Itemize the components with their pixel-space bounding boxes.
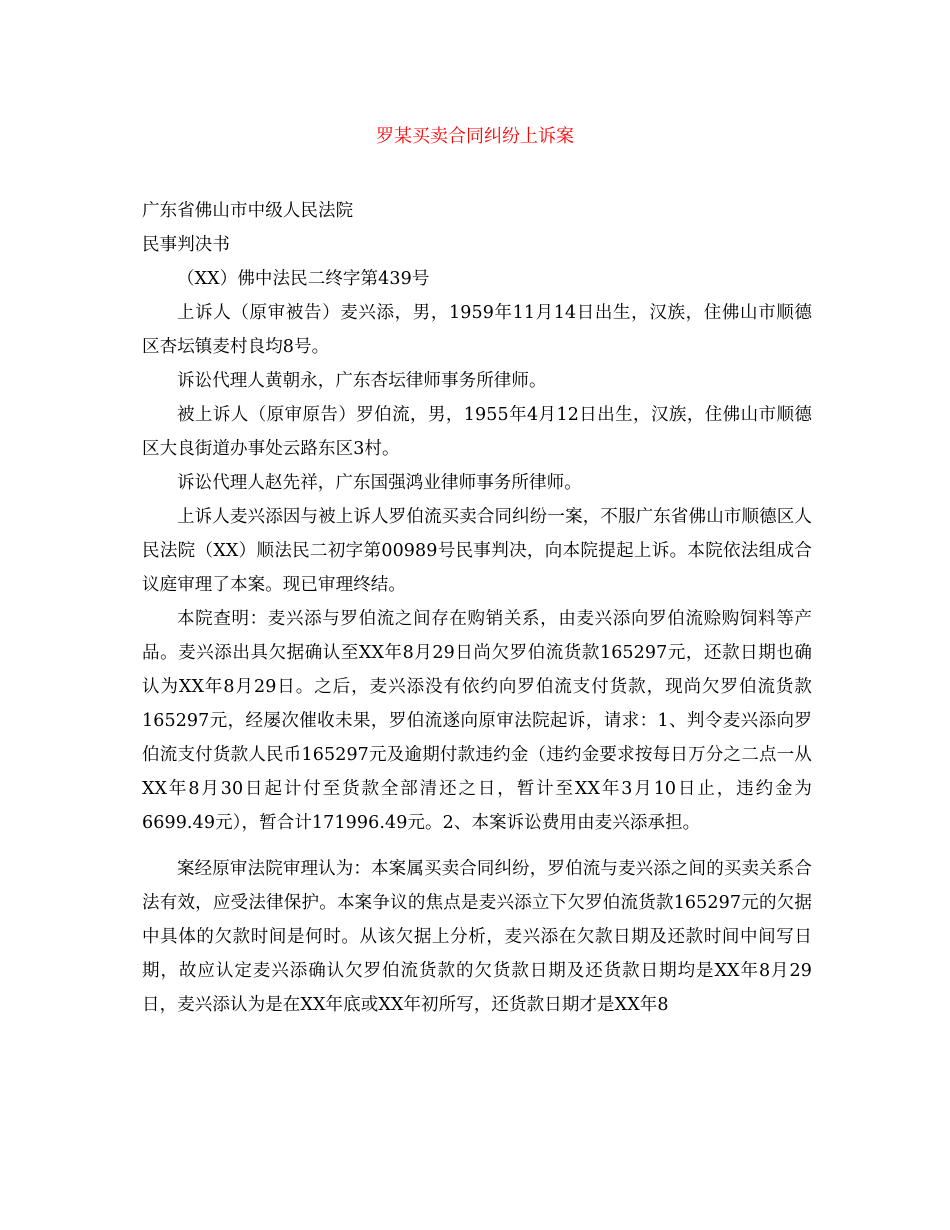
document-body (142, 194, 812, 1022)
paragraph-case-intro: 上诉人麦兴添因与被上诉人罗伯流买卖合同纠纷一案，不服广东省佛山市顺德区人民法院（XX）顺法民二初字第00989号民事判决，向本院提起上诉。本院依法组成合议庭审理了本案。现已审理终结。 (142, 507, 812, 595)
paragraph-first-instance: 案经原审法院审理认为：本案属买卖合同纠纷，罗伯流与麦兴添之间的买卖关系合法有效，应受法律保护。本案争议的焦点是麦兴添立下欠罗伯流货款165297元的欠据中具体的欠款时间是何时。从该欠据上分析，麦兴添在欠款日期及还款时间中间写日期，故应认定麦兴添确认欠罗伯流货款的欠货款日期及还货款日期均是XX年8月29日，麦兴添认为是在XX年底或XX年初所写，还货款日期才是XX年8 (142, 859, 812, 1015)
court-name: 广东省佛山市中级人民法院 (142, 201, 354, 221)
paragraph-appellee-agent: 诉讼代理人赵先祥，广东国强鸿业律师事务所律师。 (177, 473, 582, 493)
case-number: （XX）佛中法民二终字第439号 (177, 269, 430, 289)
paragraph-appellee: 被上诉人（原审原告）罗伯流，男，1955年4月12日出生，汉族，住佛山市顺德区大良街道办事处云路东区3村。 (142, 405, 812, 459)
document-title: 罗某买卖合同纠纷上诉案 (376, 126, 574, 147)
document-type: 民事判决书 (142, 235, 230, 255)
paragraph-appellant: 上诉人（原审被告）麦兴添，男，1959年11月14日出生，汉族，住佛山市顺德区杏坛镇麦村良均8号。 (142, 303, 812, 357)
paragraph-appellant-agent: 诉讼代理人黄朝永，广东杏坛律师事务所律师。 (177, 371, 547, 391)
paragraph-facts: 本院查明：麦兴添与罗伯流之间存在购销关系，由麦兴添向罗伯流赊购饲料等产品。麦兴添出具欠据确认至XX年8月29日尚欠罗伯流货款165297元，还款日期也确认为XX年8月29日。之后，麦兴添没有依约向罗伯流支付货款，现尚欠罗伯流货款165297元，经屡次催收未果，罗伯流遂向原审法院起诉，请求：1、判令麦兴添向罗伯流支付货款人民币165297元及逾期付款违约金（违约金要求按每日万分之二点一从XX年8月30日起计付至货款全部清还之日，暂计至XX年3月10日止，违约金为6699.49元），暂合计171996.49元。2、本案诉讼费用由麦兴添承担。 (142, 609, 812, 833)
